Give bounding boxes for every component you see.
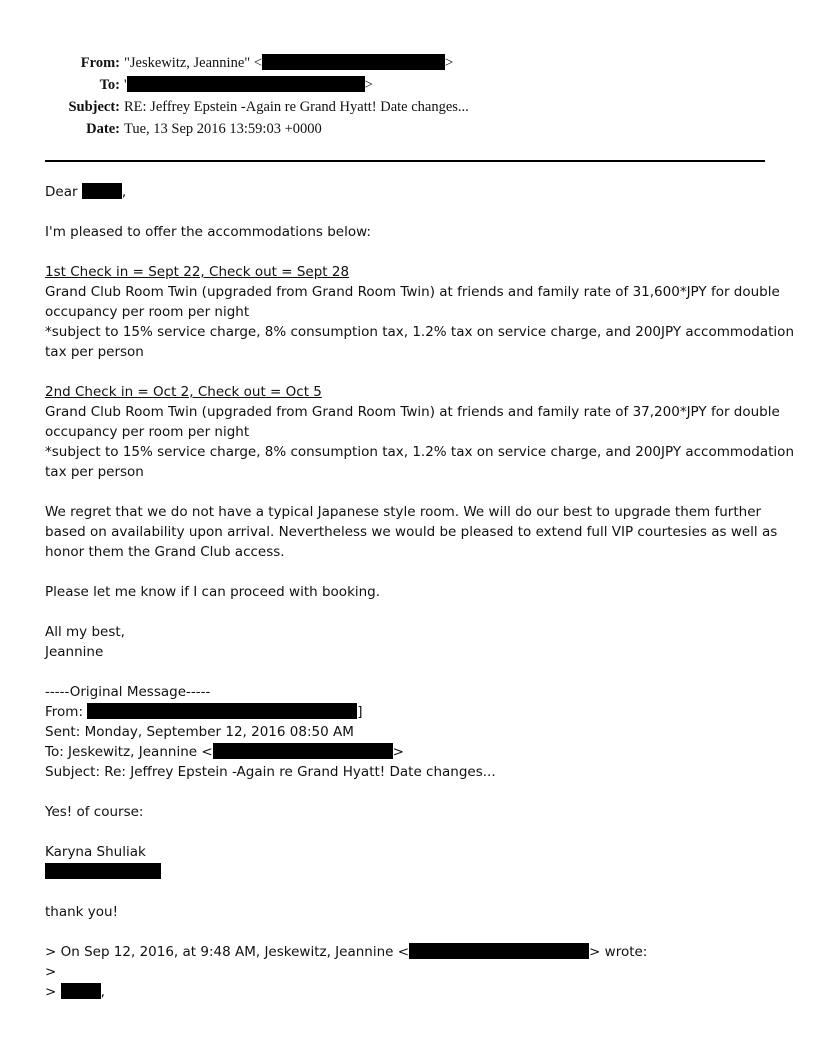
redacted-recipient-name [82,183,122,199]
from-name: "Jeskewitz, Jeannine" < [124,55,262,71]
from-label: From: [80,55,120,71]
stay1-line: *subject to 15% service charge, 8% consumption tax, 1.2% tax on service charge, and 200JPY accommodation [45,324,794,340]
redacted-contact [45,863,161,879]
to-open: ' [124,77,127,93]
original-subject: Subject: Re: Jeffrey Epstein -Again re Grand Hyatt! Date changes... [45,764,496,780]
to-label: To: [99,77,120,93]
original-sent: Sent: Monday, September 12, 2016 08:50 AM [45,724,354,740]
redacted-original-from [87,703,357,719]
quote-greet-prefix: > [45,984,61,1000]
greeting [45,182,775,202]
greeting-suffix: , [121,184,127,200]
to-close: > [364,77,373,93]
stay2-line: occupancy per room per night [45,424,250,440]
quote-greet-suffix: , [100,984,105,1000]
intro-line: I'm pleased to offer the accommodations below: [45,224,371,240]
signature: Jeannine [45,644,104,660]
redacted-to-email [127,76,365,92]
stay2-line: *subject to 15% service charge, 8% consumption tax, 1.2% tax on service charge, and 200JPY accommodation [45,444,794,460]
stay2-heading: 2nd Check in = Oct 2, Check out = Oct 5 [45,384,322,400]
quote-blank: > [45,964,57,980]
date-label: Date: [86,121,120,137]
stay1-line: tax per person [45,344,144,360]
header-divider [45,160,765,162]
quote-prefix: > On Sep 12, 2016, at 9:48 AM, Jeskewitz, Jeannine < [45,944,410,960]
redacted-quote-email [409,943,589,959]
original-from-label: From: [45,704,88,720]
from-close: > [445,55,454,71]
subject-label: Subject: [68,99,120,115]
original-from-close: ] [357,704,363,720]
to-value [124,75,373,95]
greeting-prefix: Dear [45,184,82,200]
thanks-line: thank you! [45,904,119,920]
from-value [124,53,453,73]
original-to [45,742,775,762]
redacted-from-email [262,54,445,70]
proceed-line: Please let me know if I can proceed with booking. [45,584,381,600]
stay2-line: tax per person [45,464,144,480]
regret-line: We regret that we do not have a typical Japanese style room. We will do our best to upgrade them further [45,504,762,520]
quote-greeting [45,982,775,1002]
date-value: Tue, 13 Sep 2016 13:59:03 +0000 [124,121,322,137]
quote-line [45,942,775,962]
stay2-line: Grand Club Room Twin (upgraded from Grand Room Twin) at friends and family rate of 37,200*JPY for double [45,404,780,420]
regret-line: honor them the Grand Club access. [45,544,285,560]
redacted-quote-name [61,983,101,999]
sender-name: Karyna Shuliak [45,844,146,860]
stay1-heading: 1st Check in = Sept 22, Check out = Sept 28 [45,264,350,280]
stay1-line: Grand Club Room Twin (upgraded from Grand Room Twin) at friends and family rate of 31,600*JPY for double [45,284,780,300]
original-divider: -----Original Message----- [45,684,211,700]
original-from [45,702,775,722]
quote-suffix: > wrote: [589,944,648,960]
signoff: All my best, [45,624,125,640]
original-to-prefix: To: Jeskewitz, Jeannine < [45,744,213,760]
redacted-contact-row [45,862,775,882]
original-to-close: > [392,744,404,760]
reply-line: Yes! of course: [45,804,144,820]
stay1-line: occupancy per room per night [45,304,250,320]
regret-line: based on availability upon arrival. Nevertheless we would be pleased to extend full VIP courtesies as well as [45,524,778,540]
redacted-original-to [213,743,393,759]
subject-value: RE: Jeffrey Epstein -Again re Grand Hyatt! Date changes... [124,99,469,115]
